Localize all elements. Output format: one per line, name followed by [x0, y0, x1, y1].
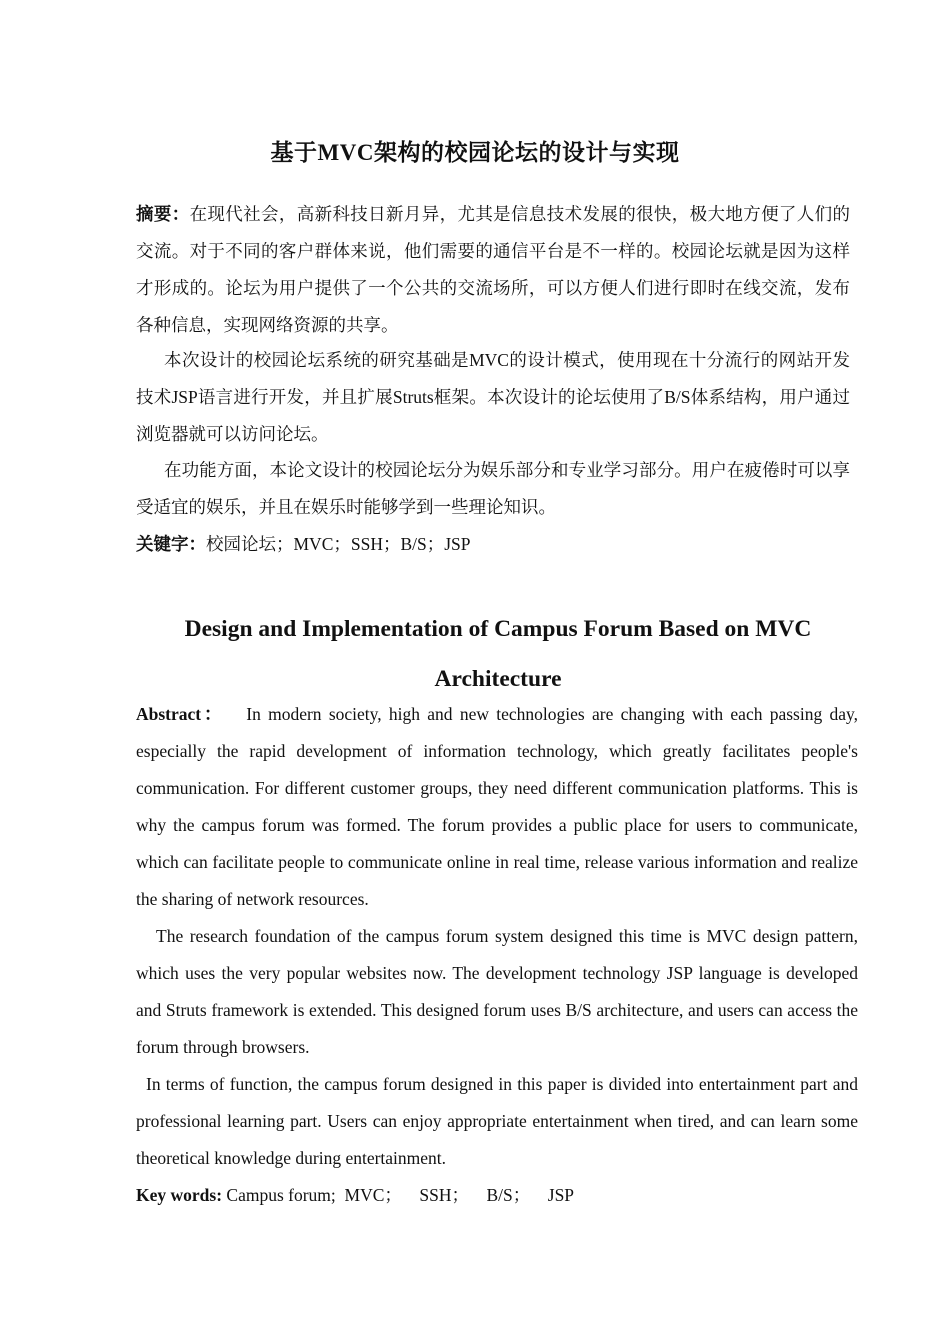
chinese-keywords	[136, 526, 850, 563]
chinese-title: 基于MVC架构的校园论坛的设计与实现	[270, 140, 680, 165]
english-keywords-text: Campus forum; MVC； SSH； B/S； JSP	[226, 1185, 575, 1205]
chinese-abstract-paragraph-1	[136, 196, 850, 344]
english-abstract-text-1: In modern society, high and new technologies are changing with each passing day, especially the rapid development of information technology, which greatly facilitates people's communication. For different customer groups, they need different communication platforms. This is why the campus forum was formed. The forum provides a public place for users to communicate, which can facilitate people to communicate online in real time, release various information and realize the sharing of network resources.	[136, 704, 859, 909]
english-abstract-label: Abstract：	[136, 704, 225, 724]
chinese-abstract-paragraph-3: 在功能方面，本论文设计的校园论坛分为娱乐部分和专业学习部分。用户在疲倦时可以享受适宜的娱乐，并且在娱乐时能够学到一些理论知识。	[136, 460, 850, 517]
english-title: Design and Implementation of Campus Forum Based on MVC Architecture	[184, 616, 812, 692]
english-keywords-label: Key words:	[136, 1185, 223, 1205]
english-abstract-paragraph-2: The research foundation of the campus forum system designed this time is MVC design pattern, which uses the very popular websites now. The development technology JSP language is developed and Struts framework is extended. This designed forum uses B/S architecture, and users can access the forum through browsers.	[136, 926, 858, 1057]
chinese-abstract-text-1: 在现代社会，高新科技日新月异，尤其是信息技术发展的很快，极大地方便了人们的交流。对于不同的客户群体来说，他们需要的通信平台是不一样的。校园论坛就是因为这样才形成的。论坛为用户提供了一个公共的交流场所，可以方便人们进行即时在线交流，发布各种信息，实现网络资源的共享。	[136, 204, 850, 335]
chinese-abstract-label: 摘要：	[136, 204, 190, 224]
chinese-keywords-label: 关键字：	[136, 534, 206, 554]
english-keywords	[136, 1177, 858, 1214]
english-abstract-paragraph-3: In terms of function, the campus forum designed in this paper is divided into entertainment part and professional learning part. Users can enjoy appropriate entertainment when tired, and can learn some theoretical knowledge during entertainment.	[136, 1074, 858, 1168]
chinese-abstract-paragraph-2: 本次设计的校园论坛系统的研究基础是MVC的设计模式，使用现在十分流行的网站开发技术JSP语言进行开发，并且扩展Struts框架。本次设计的论坛使用了B/S体系结构，用户通过浏览器就可以访问论坛。	[136, 350, 850, 444]
chinese-keywords-text: 校园论坛；MVC；SSH；B/S；JSP	[206, 534, 471, 554]
english-abstract-paragraph-1	[136, 696, 858, 918]
